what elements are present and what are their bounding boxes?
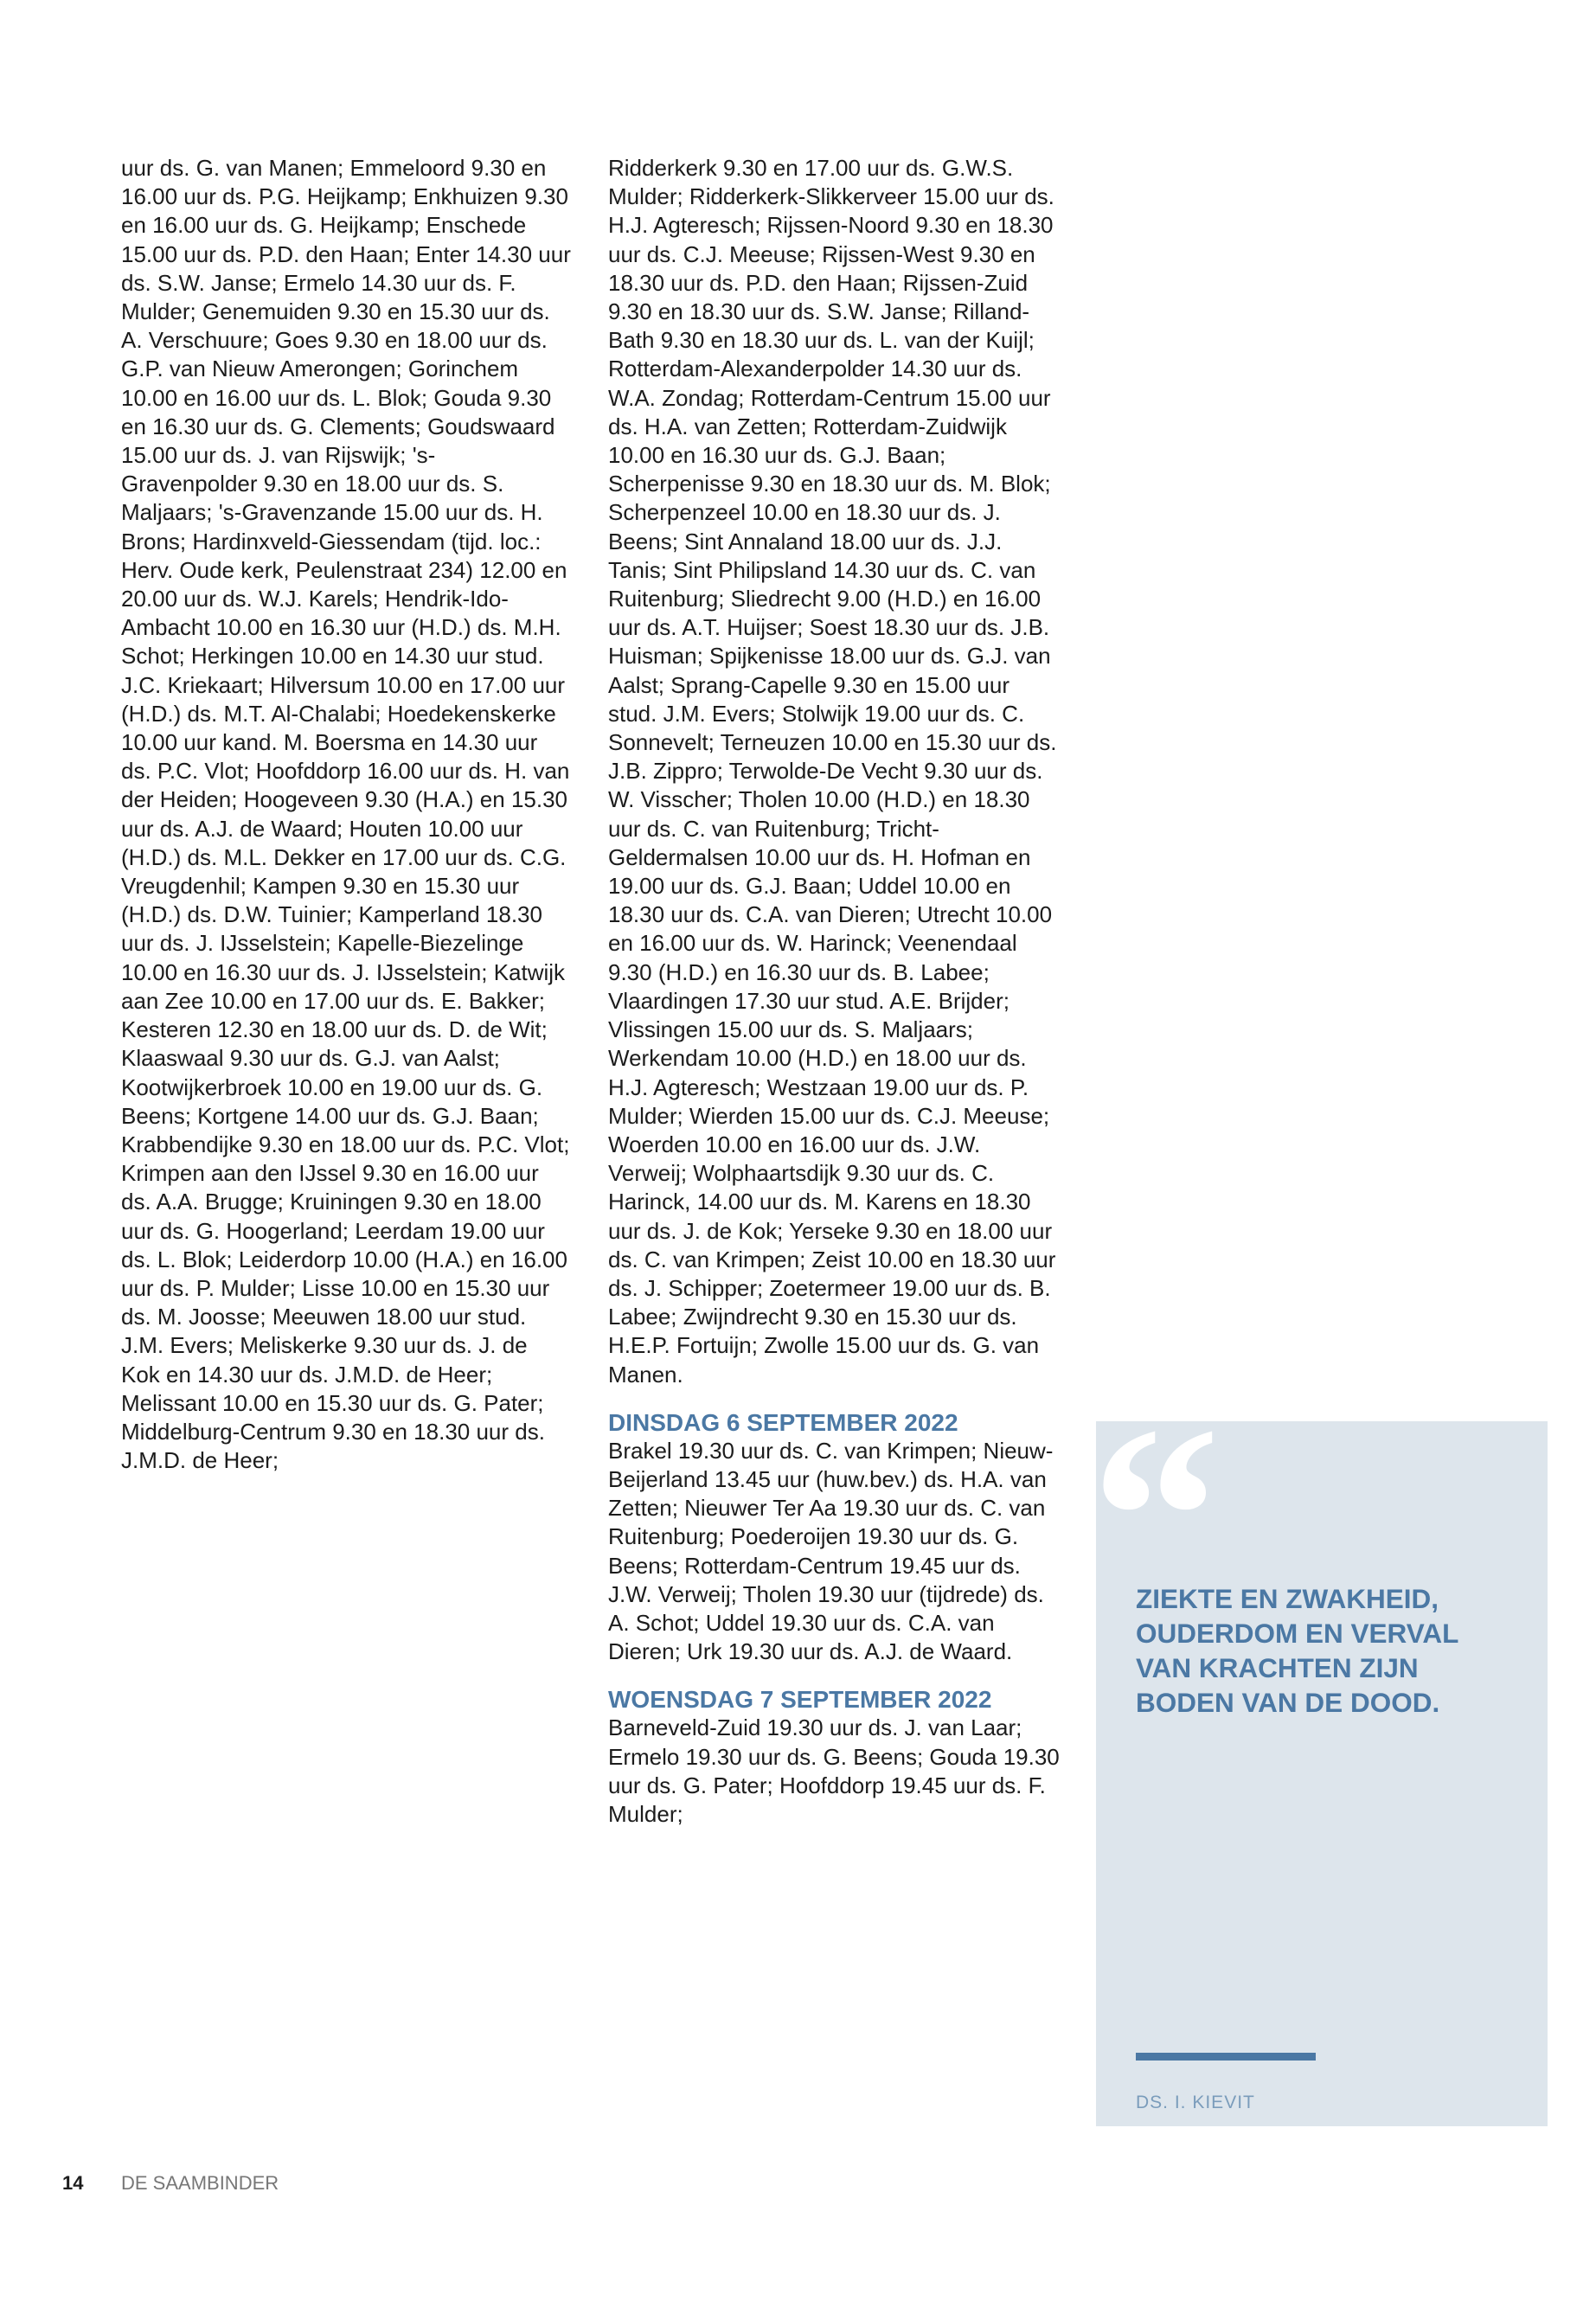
pull-quote: [1091, 1373, 1548, 2126]
page-number: 14: [62, 2172, 84, 2194]
quote-mark-icon: “: [1091, 1373, 1221, 1660]
col2-text-b: Brakel 19.30 uur ds. C. van Krimpen; Nieuw-Beijerland 13.45 uur (huw.bev.) ds. H.A. van Zetten; Nieuwer Ter Aa 19.30 uur ds. C. van Ruitenburg; Poederoijen 19.30 uur ds. G. Beens; Rotterdam-Centrum 19.45 uur ds. J.W. Verweij; Tholen 19.30 uur (tijdrede) ds. A. Schot; Uddel 19.30 uur ds. C.A. van Dieren; Urk 19.30 uur ds. A.J. de Waard.: [608, 1437, 1054, 1665]
col2-text-c: Barneveld-Zuid 19.30 uur ds. J. van Laar; Ermelo 19.30 uur ds. G. Beens; Gouda 19.30 uur ds. G. Pater; Hoofddorp 19.45 uur ds. F. Mulder;: [608, 1715, 1060, 1827]
magazine-name: DE SAAMBINDER: [121, 2172, 279, 2194]
col2-text-a: Ridderkerk 9.30 en 17.00 uur ds. G.W.S. Mulder; Ridderkerk-Slikkerveer 15.00 uur ds. H.J. Agteresch; Rijssen-Noord 9.30 en 18.30 uur ds. C.J. Meeuse; Rijssen-West 9.30 en 18.30 uur ds. P.D. den Haan; Rijssen-Zuid 9.30 en 18.30 uur ds. S.W. Janse; Rilland-Bath 9.30 en 18.30 uur ds. L. van der Kuijl; Rotterdam-Alexanderpolder 14.30 uur ds. W.A. Zondag; Rotterdam-Centrum 15.00 uur ds. H.A. van Zetten; Rotterdam-Zuidwijk 10.00 en 16.30 uur ds. G.J. Baan; Scherpenisse 9.30 en 18.30 uur ds. M. Blok; Scherpenzeel 10.00 en 18.30 uur ds. J. Beens; Sint Annaland 18.00 uur ds. J.J. Tanis; Sint Philipsland 14.30 uur ds. C. van Ruitenburg; Sliedrecht 9.00 (H.D.) en 16.00 uur ds. A.T. Huijser; Soest 18.30 uur ds. J.B. Huisman; Spijkenisse 18.00 uur ds. G.J. van Aalst; Sprang-Capelle 9.30 en 15.00 uur stud. J.M. Evers; Stolwijk 19.00 uur ds. C. Sonnevelt; Terneuzen 10.00 en 15.30 uur ds. J.B. Zippro; Terwolde-De Vecht 9.30 uur ds. W. Visscher; Tholen 10.00 (H.D.) en 18.30 uur ds. C. van Ruitenburg; Tricht-Geldermalsen 10.00 uur ds. H. Hofman en 19.00 uur ds. G.J. Baan; Uddel 10.00 en 18.30 uur ds. C.A. van Dieren; Utrecht 10.00 en 16.00 uur ds. W. Harinck; Veenendaal 9.30 (H.D.) en 16.30 uur ds. B. Labee; Vlaardingen 17.30 uur stud. A.E. Brijder; Vlissingen 15.00 uur ds. S. Maljaars; Werkendam 10.00 (H.D.) en 18.00 uur ds. H.J. Agteresch; Westzaan 19.00 uur ds. P. Mulder; Wierden 15.00 uur ds. C.J. Meeuse; Woerden 10.00 en 16.00 uur ds. J.W. Verweij; Wolphaartsdijk 9.30 uur ds. C. Harinck, 14.00 uur ds. M. Karens en 18.30 uur ds. J. de Kok; Yerseke 9.30 en 18.00 uur ds. C. van Krimpen; Zeist 10.00 en 18.30 uur ds. J. Schipper; Zoetermeer 19.00 uur ds. B. Labee; Zwijndrecht 9.30 en 15.30 uur ds. H.E.P. Fortuijn; Zwolle 15.00 uur ds. G. van Manen.: [608, 155, 1057, 1388]
quote-divider: [1136, 2053, 1316, 2061]
column-2: [608, 154, 1062, 1829]
quote-author: DS. I. KIEVIT: [1136, 2093, 1255, 2112]
heading-wednesday: WOENSDAG 7 SEPTEMBER 2022: [608, 1686, 992, 1714]
quote-text: ZIEKTE EN ZWAKHEID, OUDERDOM EN VERVAL VAN KRACHTEN ZIJN BODEN VAN DE DOOD.: [1136, 1583, 1458, 1718]
column-1: uur ds. G. van Manen; Emmeloord 9.30 en 16.00 uur ds. P.G. Heijkamp; Enkhuizen 9.30 en 16.00 uur ds. G. Heijkamp; Enschede 15.00 uur ds. P.D. den Haan; Enter 14.30 uur ds. S.W. Janse; Ermelo 14.30 uur ds. F. Mulder; Genemuiden 9.30 en 15.30 uur ds. A. Verschuure; Goes 9.30 en 18.00 uur ds. G.P. van Nieuw Amerongen; Gorinchem 10.00 en 16.00 uur ds. L. Blok; Gouda 9.30 en 16.30 uur ds. G. Clements; Goudswaard 15.00 uur ds. J. van Rijswijk; 's-Gravenpolder 9.30 en 18.00 uur ds. S. Maljaars; 's-Gravenzande 15.00 uur ds. H. Brons; Hardinxveld-Giessendam (tijd. loc.: Herv. Oude kerk, Peulenstraat 234) 12.00 en 20.00 uur ds. W.J. Karels; Hendrik-Ido-Ambacht 10.00 en 16.30 uur (H.D.) ds. M.H. Schot; Herkingen 10.00 en 14.30 uur stud. J.C. Kriekaart; Hilversum 10.00 en 17.00 uur (H.D.) ds. M.T. Al-Chalabi; Hoedekenskerke 10.00 uur kand. M. Boersma en 14.30 uur ds. P.C. Vlot; Hoofddorp 16.00 uur ds. H. van der Heiden; Hoogeveen 9.30 (H.A.) en 15.30 uur ds. A.J. de Waard; Houten 10.00 uur (H.D.) ds. M.L. Dekker en 17.00 uur ds. C.G. Vreugdenhil; Kampen 9.30 en 15.30 uur (H.D.) ds. D.W. Tuinier; Kamperland 18.30 uur ds. J. IJsselstein; Kapelle-Biezelinge 10.00 en 16.30 uur ds. J. IJsselstein; Katwijk aan Zee 10.00 en 17.00 uur ds. E. Bakker; Kesteren 12.30 en 18.00 uur ds. D. de Wit; Klaaswaal 9.30 uur ds. G.J. van Aalst; Kootwijkerbroek 10.00 en 19.00 uur ds. G. Beens; Kortgene 14.00 uur ds. G.J. Baan; Krabbendijke 9.30 en 18.00 uur ds. P.C. Vlot; Krimpen aan den IJssel 9.30 en 16.00 uur ds. A.A. Brugge; Kruiningen 9.30 en 18.00 uur ds. G. Hoogerland; Leerdam 19.00 uur ds. L. Blok; Leiderdorp 10.00 (H.A.) en 16.00 uur ds. P. Mulder; Lisse 10.00 en 15.30 uur ds. M. Joosse; Meeuwen 18.00 uur stud. J.M. Evers; Meliskerke 9.30 uur ds. J. de Kok en 14.30 uur ds. J.M.D. de Heer; Melissant 10.00 en 15.30 uur ds. G. Pater; Middelburg-Centrum 9.30 en 18.30 uur ds. J.M.D. de Heer;: [121, 155, 571, 1474]
heading-tuesday: DINSDAG 6 SEPTEMBER 2022: [608, 1408, 958, 1436]
